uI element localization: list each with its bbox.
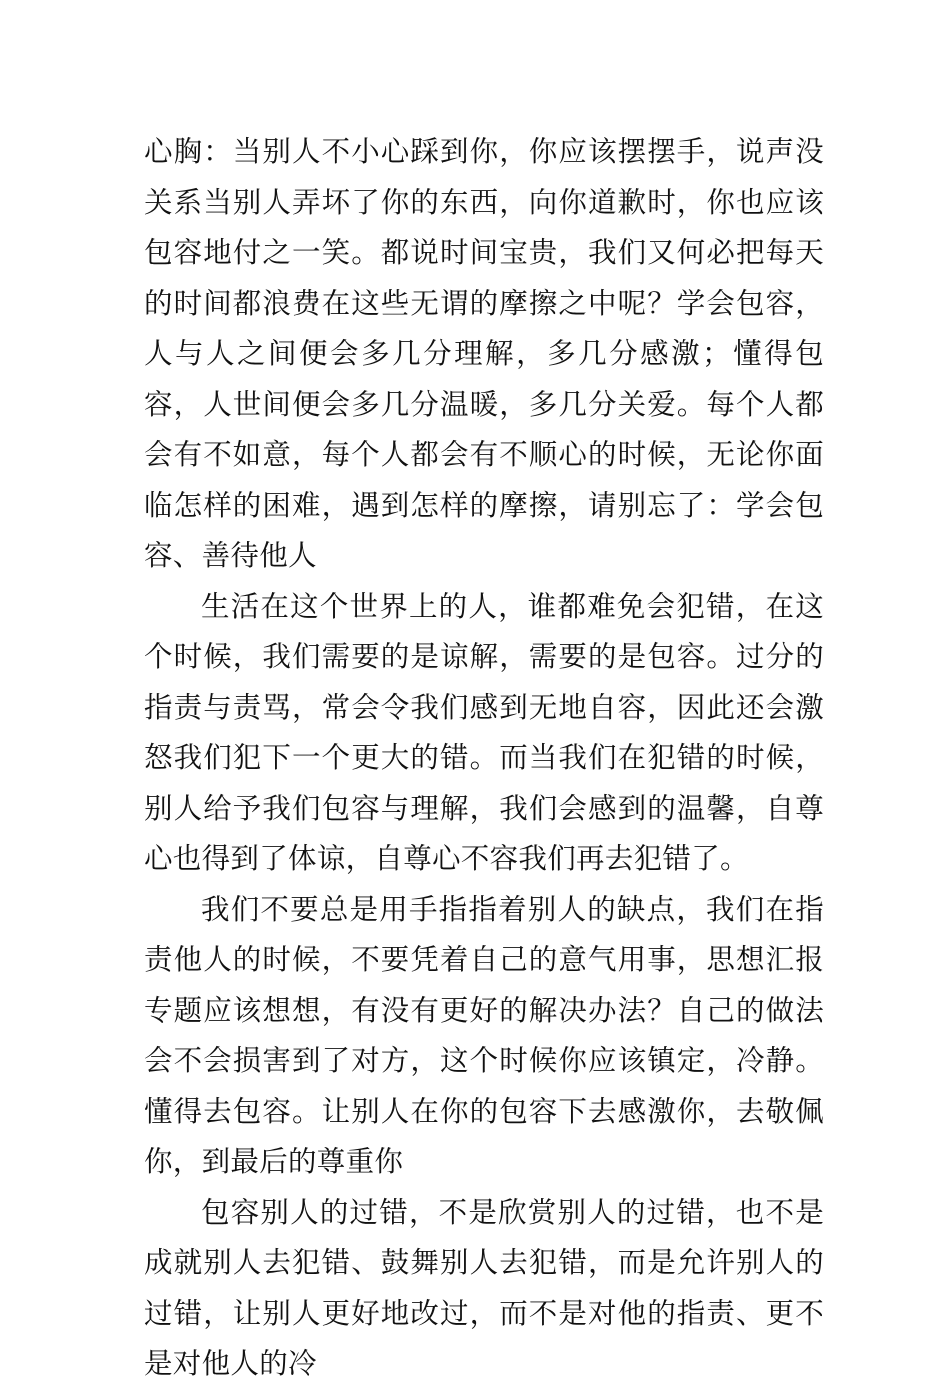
paragraph-forgiveness-mistakes: 生活在这个世界上的人，谁都难免会犯错，在这个时候，我们需要的是谅解，需要的是包容。过分的指责与责骂，常会令我们感到无地自容，因此还会激怒我们犯下一个更大的错。而当我们在犯错的时候，别人给予我们包容与理解，我们会感到的温馨，自尊心也得到了体谅，自尊心不容我们再去犯错了。 (144, 589, 824, 875)
paragraph-continued: 心胸：当别人不小心踩到你，你应该摆摆手，说声没关系当别人弄坏了你的东西，向你道歉时，你也应该包容地付之一笑。都说时间宝贵，我们又何必把每天的时间都浪费在这些无谓的摩擦之中呢？学会包容，人与人之间便会多几分理解，多几分感激；懂得包容，人世间便会多几分温暖，多几分关爱。每个人都会有不如意，每个人都会有不顺心的时候，无论你面临怎样的困难，遇到怎样的摩擦，请别忘了：学会包容、善待他人 (144, 135, 824, 572)
paragraph-pointing-fingers: 我们不要总是用手指指着别人的缺点，我们在指责他人的时候，不要凭着自己的意气用事，思想汇报专题应该想想，有没有更好的解决办法？自己的做法会不会损害到了对方，这个时候你应该镇定，冷静。懂得去包容。让别人在你的包容下去感激你，去敬佩你，到最后的尊重你 (144, 892, 824, 1178)
document-body (144, 127, 824, 1390)
paragraph-tolerating-errors: 包容别人的过错，不是欣赏别人的过错，也不是成就别人去犯错、鼓舞别人去犯错，而是允许别人的过错，让别人更好地改过，而不是对他的指责、更不是对他人的冷 (144, 1195, 824, 1380)
